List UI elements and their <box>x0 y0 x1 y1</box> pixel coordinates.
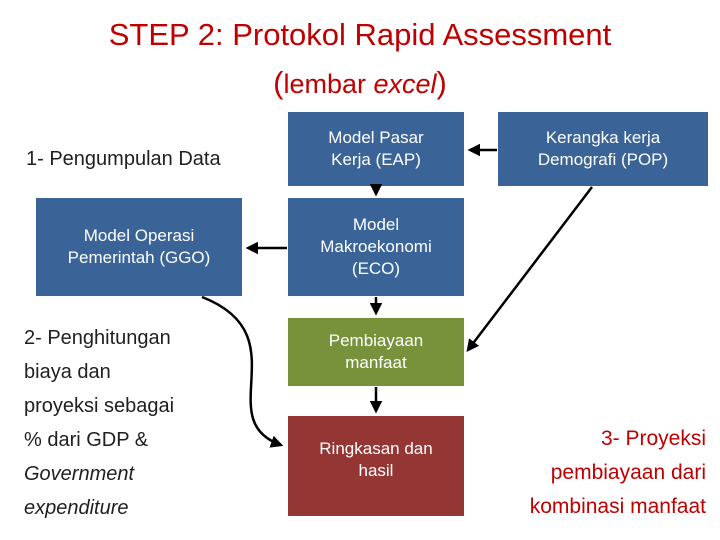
box-benefit <box>288 318 464 386</box>
box-eap <box>288 112 464 186</box>
step2-line: Government <box>24 463 135 485</box>
box-eco-line: Makroekonomi <box>320 237 432 256</box>
box-pop-line: Kerangka kerja <box>545 128 661 147</box>
step3-line: 3- Proyeksi <box>600 427 706 450</box>
step2-line: proyeksi sebagai <box>24 395 175 417</box>
step3-line: kombinasi manfaat <box>529 495 706 518</box>
step2-line: % dari GDP & <box>24 429 149 451</box>
subtitle-word: lembar <box>283 69 374 99</box>
box-eco <box>288 198 464 296</box>
box-benefit-line: manfaat <box>345 353 407 372</box>
step3-line: pembiayaan dari <box>550 461 706 484</box>
box-pop-line: Demografi (POP) <box>537 150 669 169</box>
page-title: STEP 2: Protokol Rapid Assessment <box>108 17 612 52</box>
box-pop <box>498 112 708 186</box>
box-summary-line: Ringkasan dan <box>319 439 433 458</box>
subtitle-close-paren: ) <box>436 65 447 100</box>
box-eco-line: Model <box>352 215 400 234</box>
box-eco-line: (ECO) <box>351 259 401 278</box>
subtitle-open-paren: ( <box>273 65 284 100</box>
step1-label: 1- Pengumpulan Data <box>26 148 221 170</box>
step2-line: biaya dan <box>24 361 111 383</box>
step2-line: 2- Penghitungan <box>24 327 171 349</box>
box-summary <box>288 416 464 516</box>
step2-line: expenditure <box>24 497 129 519</box>
box-ggo <box>36 198 242 296</box>
box-benefit-line: Pembiayaan <box>328 331 424 350</box>
subtitle-italic-word: excel <box>373 69 437 99</box>
box-ggo-line: Model Operasi <box>83 226 195 245</box>
step2-label <box>24 321 254 525</box>
box-eap-line: Kerja (EAP) <box>331 150 421 169</box>
box-summary-line: hasil <box>358 461 394 480</box>
step3-label <box>470 422 706 524</box>
page-subtitle <box>0 64 720 103</box>
box-eap-line: Model Pasar <box>328 128 424 147</box>
arrow-pop-to-benefit <box>468 187 592 350</box>
box-ggo-line: Pemerintah (GGO) <box>67 248 211 267</box>
